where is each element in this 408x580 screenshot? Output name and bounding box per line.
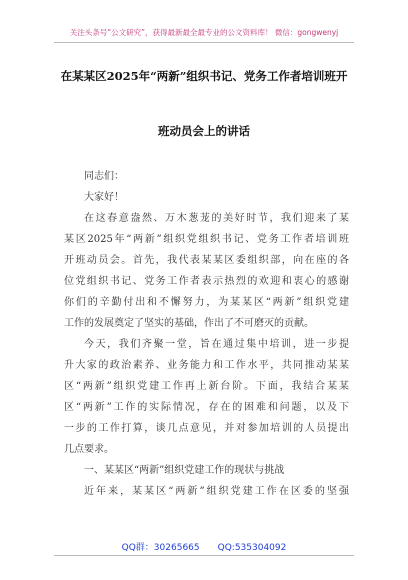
paragraph-line: 一步的工作打算，谈几点意见，并对参加培训的人员提出: [64, 423, 349, 434]
header-note: 关注头条号“公文研究”，获得最新最全最专业的公文资料库！ 微信：gongwenyj: [69, 28, 339, 37]
paragraph-line: 今天，我们齐聚一堂，旨在通过集中培训，进一步提: [84, 339, 349, 350]
header-divider: [54, 42, 354, 43]
paragraph-line: 某区2025年“两新”组织党组织书记、党务工作者培训班: [64, 234, 349, 245]
section-heading-1: 一、某某区“两新”组织党建工作的现状与挑战: [84, 465, 285, 476]
paragraph-line: 区“两新”组织党建工作再上新台阶。下面，我结合某某: [64, 381, 349, 392]
paragraph-3: [64, 481, 349, 502]
footer-divider: [54, 555, 354, 556]
paragraph-line: 几点要求。: [64, 444, 114, 455]
paragraph-1: [64, 208, 349, 334]
document-title-line-2: 班动员会上的讲话: [158, 124, 250, 138]
salutation: 同志们：: [84, 171, 124, 182]
paragraph-line: 工作的发展奠定了坚实的基础，作出了不可磨灭的贡献。: [64, 318, 314, 329]
paragraph-line: 开班动员会。首先，我代表某某区委组织部，向在座的各: [64, 255, 349, 266]
paragraph-line: 升大家的政治素养、业务能力和工作水平，共同推动某某: [64, 360, 349, 371]
paragraph-line: 你们的辛勤付出和不懈努力，为某某区“两新”组织党建: [64, 297, 349, 308]
paragraph-line: 在这春意盎然、万木葱茏的美好时节，我们迎来了某: [84, 213, 349, 224]
footer-contact: QQ群：30265665 QQ:535304092: [121, 543, 287, 553]
greeting: 大家好！: [84, 192, 124, 203]
document-body: [64, 166, 349, 502]
paragraph-2: [64, 334, 349, 460]
paragraph-line: 区“两新”工作的实际情况，存在的困难和问题，以及下: [64, 402, 349, 413]
paragraph-line: 位党组织书记、党务工作者表示热烈的欢迎和衷心的感谢: [64, 276, 349, 287]
paragraph-line: 近年来，某某区“两新”组织党建工作在区委的坚强: [84, 486, 349, 497]
document-title-line-1: 在某某区2025年“两新”组织书记、党务工作者培训班开: [60, 69, 348, 83]
